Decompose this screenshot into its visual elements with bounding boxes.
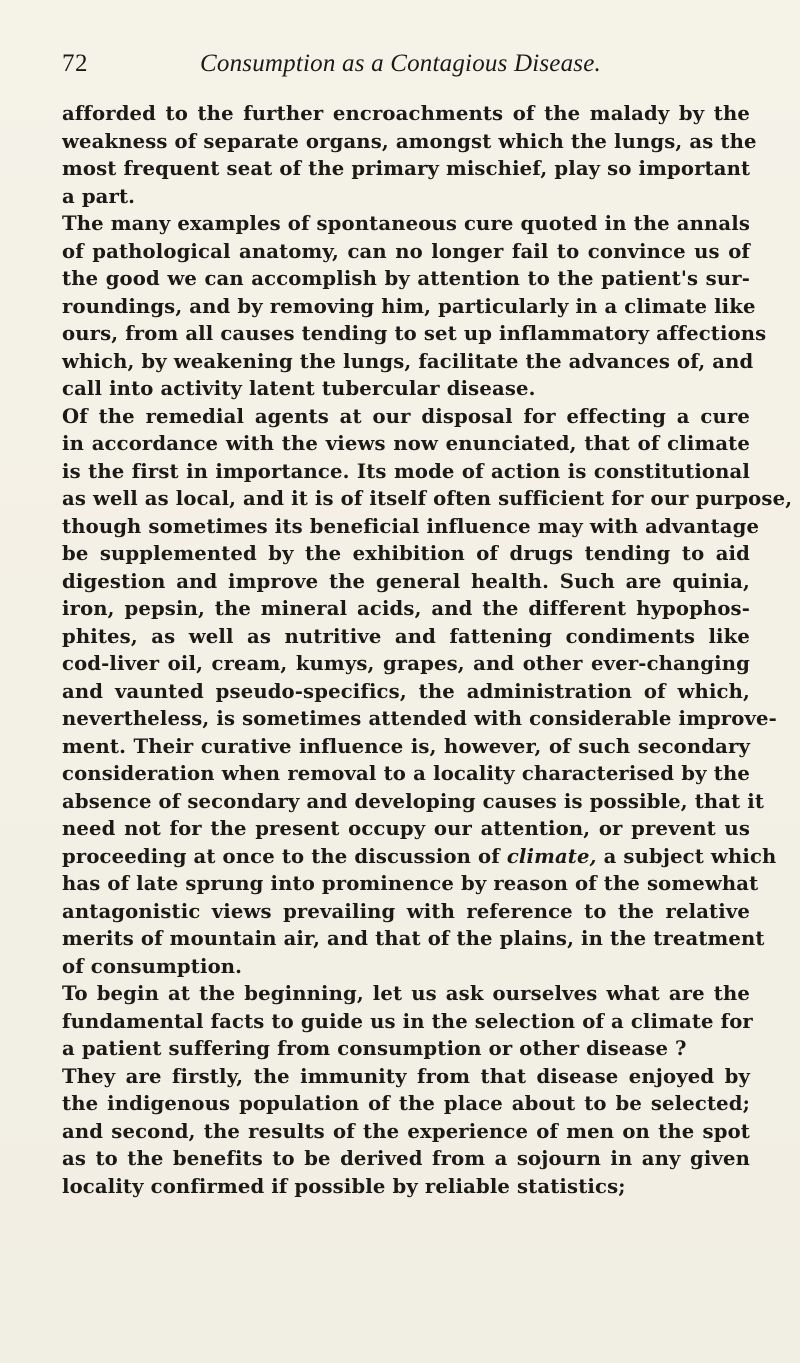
text-line: digestion and improve the general health. Such are quinia, [62, 569, 750, 593]
text-line: as to the benefits to be derived from a sojourn in any given [62, 1147, 750, 1170]
text-line: call into activity latent tubercular disease. [62, 377, 536, 400]
text-line: be supplemented by the exhibition of drugs tending to aid [62, 542, 750, 565]
text-line: need not for the present occupy our attention, or prevent us [62, 817, 750, 840]
text-line: as well as local, and it is of itself often sufficient for our purpose, [62, 487, 793, 510]
emphasis-word: climate, [506, 844, 597, 868]
text-line: is the first in importance. Its mode of action is constitutional [62, 459, 750, 483]
text-line: and vaunted pseudo-specifics, the administration of which, [62, 679, 750, 703]
text-line: which, by weakening the lungs, facilitate the advances of, and [62, 349, 754, 373]
text-line: absence of secondary and developing causes is possible, that it [62, 789, 765, 813]
text-line: locality confirmed if possible by reliable statistics; [62, 1174, 626, 1198]
page-number: 72 [62, 50, 88, 77]
text-line: though sometimes its beneficial influence may with advantage [62, 514, 760, 538]
text-line: To begin at the beginning, let us ask ourselves what are the [62, 982, 750, 1005]
text-line: a patient suffering from consumption or other disease ? [62, 1037, 687, 1060]
text-line: fundamental facts to guide us in the selection of a climate for [62, 1009, 753, 1033]
text-line: cod-liver oil, cream, kumys, grapes, and other ever-changing [62, 652, 750, 675]
text-line: phites, as well as nutritive and fattening condiments like [62, 624, 750, 648]
text-line: of pathological anatomy, can no longer fail to convince us of [62, 239, 750, 263]
text-line: weakness of separate organs, amongst which the lungs, as the [62, 129, 757, 153]
text-line: in accordance with the views now enunciated, that of climate [62, 432, 750, 455]
text-line: most frequent seat of the primary mischief, play so important [62, 157, 751, 180]
text-line: ment. Their curative influence is, however, of such secondary [62, 734, 750, 758]
text-line: the good we can accomplish by attention to the patient's sur- [62, 267, 750, 290]
text-line: consideration when removal to a locality characterised by the [62, 762, 750, 785]
body-text [62, 100, 793, 1200]
text-line: the indigenous population of the place about to be selected; [62, 1092, 750, 1115]
running-title: Consumption as a Contagious Disease. [200, 50, 601, 77]
text-line: Of the remedial agents at our disposal for effecting a cure [62, 404, 750, 428]
text-line: has of late sprung into prominence by reason of the somewhat [62, 872, 759, 895]
text-line: roundings, and by removing him, particularly in a climate like [62, 294, 756, 318]
text-line: proceeding at once to the discussion of climate, a subject which [62, 844, 777, 868]
text-line: nevertheless, is sometimes attended with considerable improve- [62, 707, 777, 730]
text-line: iron, pepsin, the mineral acids, and the different hypophos- [62, 597, 750, 620]
text-line: antagonistic views prevailing with reference to the relative [62, 899, 750, 923]
text-line: afforded to the further encroachments of the malady by the [62, 102, 750, 125]
text-line: They are firstly, the immunity from that disease enjoyed by [62, 1064, 750, 1088]
text-line: a part. [62, 184, 136, 208]
page-header [62, 50, 742, 84]
text-line: and second, the results of the experience of men on the spot [62, 1119, 750, 1143]
text-line: of consumption. [62, 954, 243, 978]
text-line: merits of mountain air, and that of the plains, in the treatment [62, 927, 765, 950]
text-line: ours, from all causes tending to set up inflammatory affections [62, 322, 767, 345]
text-line: The many examples of spontaneous cure quoted in the annals [62, 212, 751, 235]
